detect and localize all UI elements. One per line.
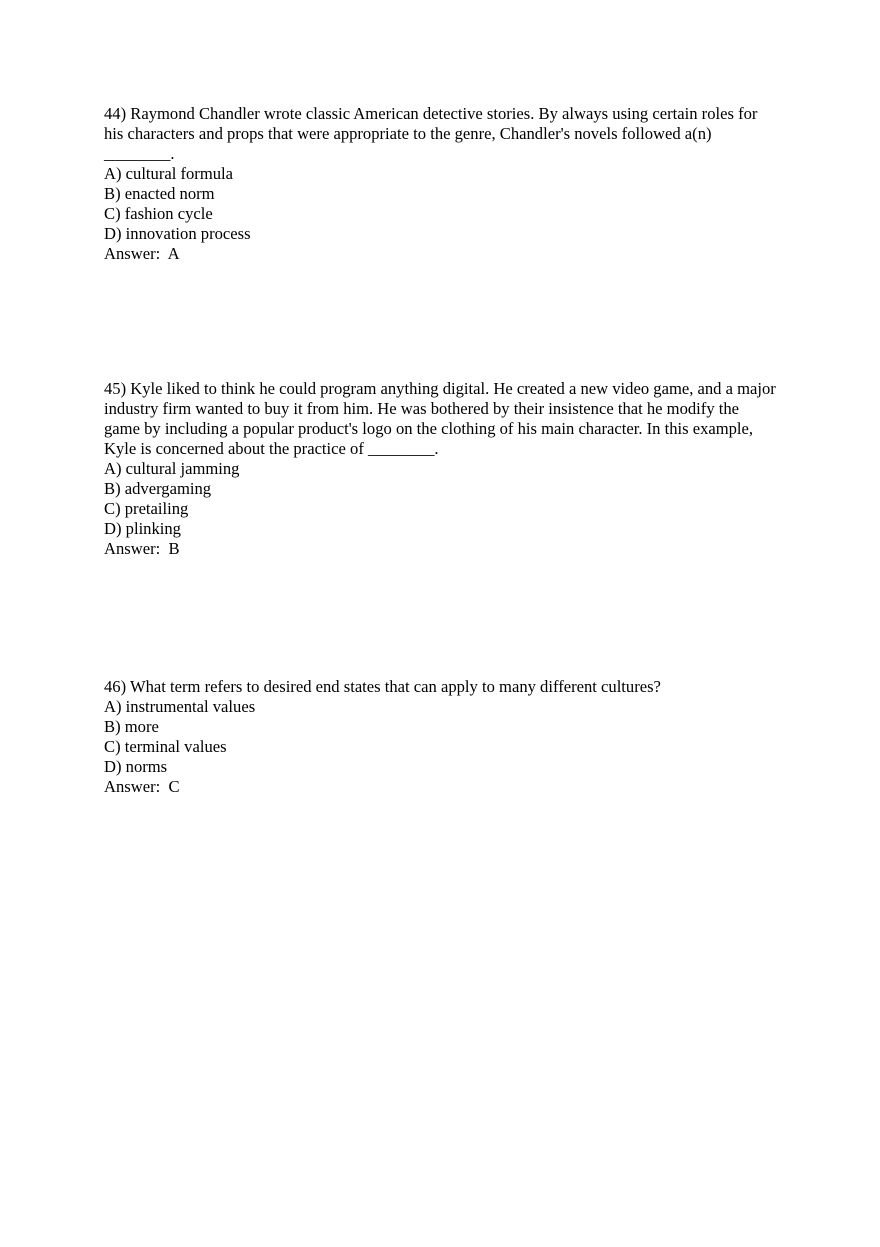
question-stem: 45) Kyle liked to think he could program anything digital. He created a new video game, and a major industry firm wanted to buy it from him. He was bothered by their insistence that he modify the game by including a popular product's logo on the clothing of his main character. In this example, Kyle is concerned about the practice of ________. (104, 379, 776, 458)
option-b: B) enacted norm (104, 184, 215, 203)
option-d: D) innovation process (104, 224, 251, 243)
answer-options (104, 459, 776, 539)
answer-options (104, 164, 776, 244)
question-stem: 46) What term refers to desired end states that can apply to many different cultures? (104, 677, 661, 696)
answer-key: Answer: C (104, 777, 180, 796)
answer-key: Answer: B (104, 539, 180, 558)
question-46 (104, 677, 776, 797)
option-c: C) terminal values (104, 737, 227, 756)
question-stem: 44) Raymond Chandler wrote classic American detective stories. By always using certain roles for his characters and props that were appropriate to the genre, Chandler's novels followed a(n) ________. (104, 104, 758, 163)
option-a: A) instrumental values (104, 697, 256, 716)
option-a: A) cultural jamming (104, 459, 240, 478)
option-d: D) norms (104, 757, 168, 776)
option-d: D) plinking (104, 519, 181, 538)
answer-key: Answer: A (104, 244, 180, 263)
question-45 (104, 379, 776, 559)
option-a: A) cultural formula (104, 164, 234, 183)
option-c: C) fashion cycle (104, 204, 213, 223)
answer-options (104, 697, 776, 777)
question-44 (104, 104, 776, 264)
option-b: B) more (104, 717, 159, 736)
option-c: C) pretailing (104, 499, 189, 518)
option-b: B) advergaming (104, 479, 212, 498)
